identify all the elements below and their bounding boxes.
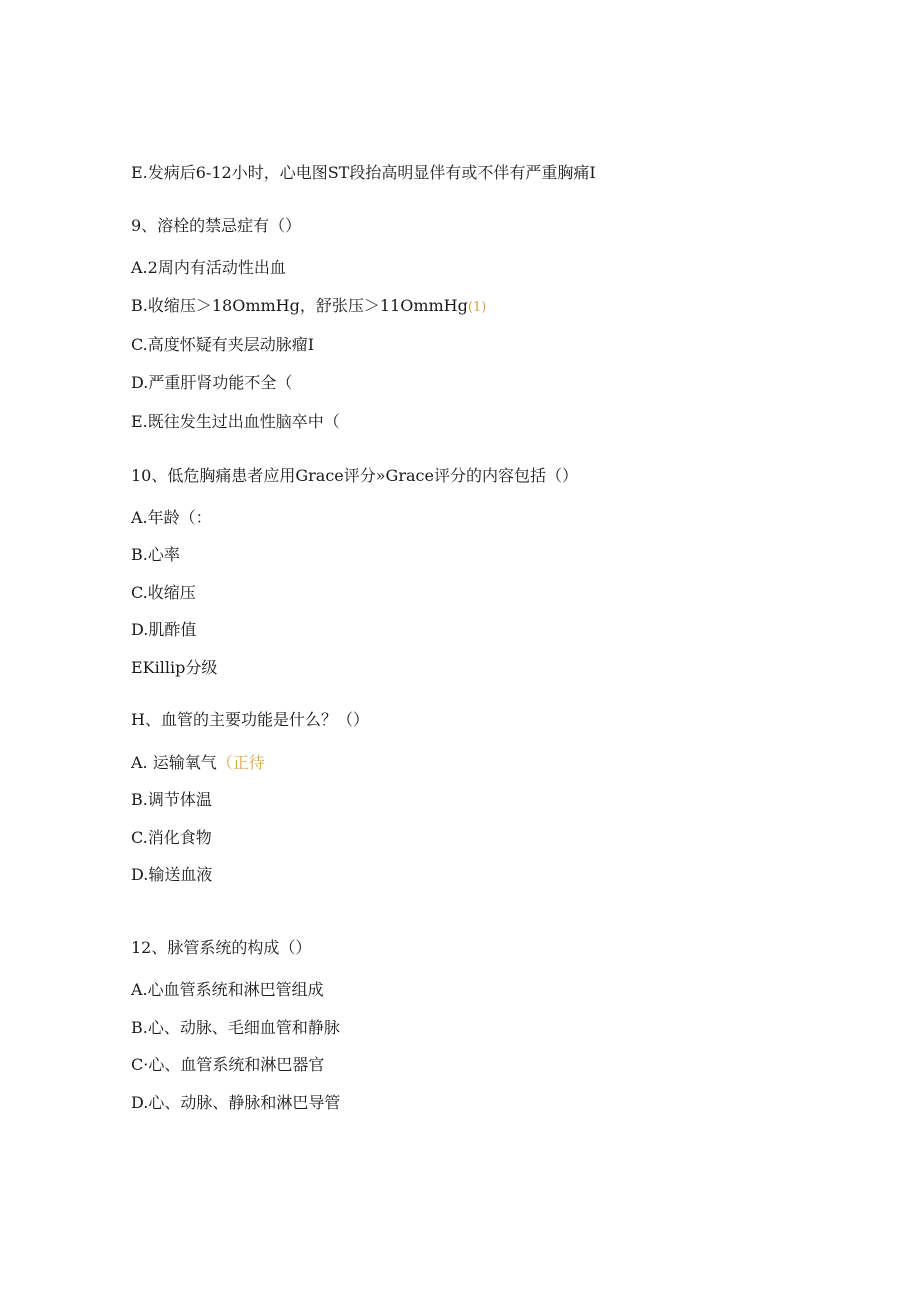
q12-option-c: C·心、血管系统和淋巴器官 — [131, 1055, 325, 1074]
q12-option-d: D.心、动脉、静脉和淋巴导管 — [131, 1093, 341, 1112]
q9-option-b — [131, 296, 486, 318]
q10-option-c: C.收缩压 — [131, 583, 196, 602]
question-10: 10、低危胸痛患者应用Grace评分»Grace评分的内容包括（） — [131, 466, 578, 485]
question-9: 9、溶栓的禁忌症有（） — [131, 216, 302, 235]
q11-option-a-mark: （正待 — [216, 753, 265, 772]
q10-option-b: B.心率 — [131, 545, 180, 564]
q9-option-b-text: B.收缩压＞18OmmHg，舒张压＞11OmmHg — [131, 296, 468, 315]
q9-option-b-mark: (1) — [467, 300, 487, 315]
q10-option-a: A.年龄（： — [131, 508, 212, 527]
q9-option-e: E.既往发生过出血性脑卒中（ — [131, 412, 340, 431]
q10-option-d: D.肌酢值 — [131, 620, 197, 639]
q11-option-a — [131, 753, 265, 773]
q9-option-c: C.高度怀疑有夹层动脉瘤I — [131, 335, 315, 354]
q11-option-c: C.消化食物 — [131, 828, 212, 847]
prev-question-option-e: E.发病后6-12小时，心电图ST段抬高明显伴有或不伴有严重胸痛I — [131, 163, 596, 182]
q11-option-a-text: A. 运输氧气 — [131, 753, 217, 772]
q12-option-b: B.心、动脉、毛细血管和静脉 — [131, 1018, 340, 1037]
q9-option-d: D.严重肝肾功能不全（ — [131, 373, 293, 392]
q9-option-a: A.2周内有活动性出血 — [131, 258, 286, 277]
question-12: 12、脉管系统的构成（） — [131, 938, 312, 957]
q11-option-d: D.输送血液 — [131, 865, 213, 884]
q11-option-b: B.调节体温 — [131, 790, 212, 809]
q12-option-a: A.心血管系统和淋巴管组成 — [131, 980, 324, 999]
q10-option-e: EKillip分级 — [131, 658, 218, 677]
question-11: H、血管的主要功能是什么？（） — [131, 710, 369, 729]
